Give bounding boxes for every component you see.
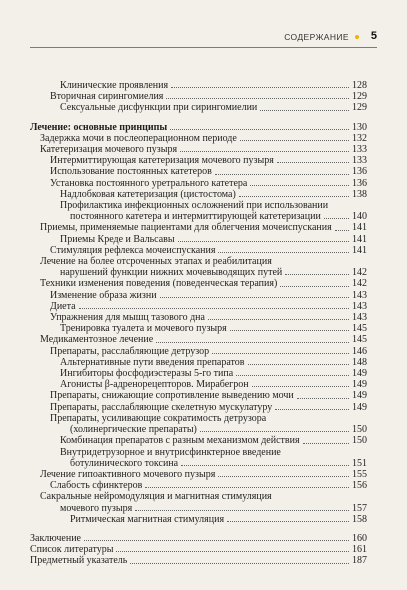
dot-leader [200,431,349,432]
toc-entry[interactable] [30,234,367,245]
toc-entry-page: 141 [352,222,367,234]
dot-leader [260,110,349,111]
toc-entry-title: Приемы Креде и Вальсавы [60,233,175,245]
toc-entry[interactable] [30,379,367,390]
toc-entry-page: 136 [352,166,367,178]
toc-gap [30,114,367,122]
toc-entry[interactable] [30,435,367,446]
toc-entry-title: Препараты, снижающие сопротивление выведению мочи [50,390,294,402]
toc-entry-page: 158 [352,513,367,525]
toc-entry-page: 142 [352,267,367,279]
toc-entry-page: 133 [352,144,367,156]
dot-leader [135,510,349,511]
dot-leader [178,241,349,242]
toc-entry-page: 156 [352,480,367,492]
dot-leader [227,521,349,522]
toc-entry-page: 149 [352,379,367,391]
toc-entry[interactable] [30,458,367,469]
toc-entry[interactable] [30,278,367,289]
toc-entry-page: 157 [352,502,367,514]
toc-entry[interactable] [30,211,367,222]
toc-entry-title: Надлобковая катетеризация (цистостома) [60,188,236,200]
toc-entry-title: Тренировка туалета и мочевого пузыря [60,323,227,335]
dot-leader [240,140,349,141]
toc-entry-title: мочевого пузыря [60,502,133,514]
toc-entry-title: Ритмическая магнитная стимуляция [70,513,225,525]
dot-leader [236,375,349,376]
toc-entry[interactable] [30,200,367,211]
toc-entry-title: Клинические проявления [60,80,169,91]
toc-entry-title: Стимуляция рефлекса мочеиспускания [50,244,216,256]
toc-entry-page: 149 [352,368,367,380]
toc-entry-title: Задержка мочи в послеоперационном периоде [40,132,237,144]
dot-leader [215,174,349,175]
toc-entry-page: 133 [352,155,367,167]
dot-leader [84,540,349,541]
toc-entry-page: 129 [352,102,367,114]
toc-entry-title: Альтернативные пути введения препаратов [60,356,245,368]
toc-entry-title: Лечение гипоактивного мочевого пузыря [40,468,216,480]
toc-entry-page: 150 [352,424,367,436]
toc-entry[interactable] [30,267,367,278]
toc-entry-title: Ингибиторы фосфодиэстеразы 5-го типа [60,368,234,380]
toc-entry-page: 145 [352,334,367,346]
page-number: 5 [370,30,377,42]
toc-entry-page: 143 [352,300,367,312]
toc-entry[interactable] [30,503,367,514]
toc-entry-page: 149 [352,401,367,413]
bullet-icon [355,35,359,39]
toc-entry[interactable] [30,189,367,200]
toc-entry-title: Препараты, усиливающие сократимость детрузора [50,412,267,424]
toc-entry-page: 143 [352,312,367,324]
dot-leader [239,196,349,197]
toc-entry[interactable] [30,357,367,368]
dot-leader [181,465,349,466]
dot-leader [280,286,349,287]
toc-entry[interactable] [30,133,367,144]
toc-entry-title: Комбинация препаратов с разным механизмом действия [60,435,300,447]
toc-entry-title: Диета [50,300,76,312]
dot-leader [170,129,349,130]
toc-entry-page: 130 [352,121,367,133]
toc-entry[interactable] [30,402,367,413]
toc-gap [30,525,367,533]
toc-entry-title: Приемы, применяемые пациентами для облегчения мочеиспускания [40,222,332,234]
toc-entry-title: Вторичная сирингомиелия [50,91,164,103]
toc-entry[interactable] [30,222,367,233]
dot-leader [303,443,349,444]
dot-leader [324,218,349,219]
toc-entry[interactable] [30,122,367,133]
toc-entry-page: 128 [352,80,367,91]
toc-entry[interactable] [30,390,367,401]
toc-entry-title: Список литературы [30,544,114,556]
toc-entry-title: нарушений функции нижних мочевыводящих путей [60,267,283,279]
toc-entry-page: 132 [352,132,367,144]
toc-entry-title: Интермиттирующая катетеризация мочевого пузыря [50,155,274,167]
toc-entry[interactable] [30,424,367,435]
toc-entry[interactable] [30,413,367,424]
dot-leader [180,151,349,152]
dot-leader [160,297,349,298]
toc-entry-page: 145 [352,323,367,335]
dot-leader [252,386,349,387]
toc-entry-title: Упражнения для мышц тазового дна [50,312,205,324]
toc-entry[interactable] [30,555,367,566]
dot-leader [156,342,349,343]
toc-entry[interactable] [30,301,367,312]
toc-entry-page: 160 [352,532,367,544]
toc-entry-page: 140 [352,211,367,223]
toc-entry-title: Заключение [30,532,81,544]
toc-entry-title: Использование постоянных катетеров [50,166,212,178]
toc-entry-page: 129 [352,91,367,103]
dot-leader [335,230,349,231]
dot-leader [212,353,349,354]
toc-entry-page: 141 [352,244,367,256]
toc-entry[interactable] [30,102,367,113]
dot-leader [218,252,349,253]
dot-leader [275,409,349,410]
toc-entry-title: Препараты, расслабляющие скелетную мускулатуру [50,401,273,413]
toc-entry[interactable] [30,290,367,301]
dot-leader [116,551,349,552]
toc-entry-page: 142 [352,278,367,290]
toc-entry-page: 146 [352,345,367,357]
toc-entry-title: Лечение на более отсроченных этапах и реабилитация [40,256,272,268]
toc-entry-title: Медикаментозное лечение [40,334,154,346]
toc-entry[interactable] [30,91,367,102]
toc-entry-page: 161 [352,544,367,556]
toc-entry[interactable] [30,533,367,544]
toc-entry-page: 151 [352,457,367,469]
dot-leader [218,476,349,477]
toc-entry-page: 138 [352,188,367,200]
toc-entry-page: 150 [352,435,367,447]
toc-entry-title: Профилактика инфекционных осложнений при использовании [60,200,329,212]
toc-entry-title: Препараты, расслабляющие детрузор [50,345,210,357]
toc-entry-title: постоянного катетера и интермиттирующей катетеризации [70,211,321,223]
toc-entry-page: 187 [352,555,367,567]
toc-entry[interactable] [30,544,367,555]
dot-leader [297,398,349,399]
toc-entry[interactable] [30,480,367,491]
toc-entry[interactable] [30,334,367,345]
dot-leader [250,185,349,186]
toc-entry[interactable] [30,245,367,256]
toc-entry[interactable] [30,178,367,189]
toc-entry-title: Лечение: основные принципы [30,121,168,133]
toc-entry-title: Техники изменения поведения (поведенческая терапия) [40,278,278,290]
toc-entry-page: 149 [352,390,367,402]
dot-leader [130,563,349,564]
dot-leader [248,364,350,365]
dot-leader [145,487,349,488]
running-header [30,30,377,48]
toc-entry[interactable] [30,469,367,480]
dot-leader [171,87,349,88]
toc-entry-title: Сакральные нейромодуляция и магнитная стимуляция [40,491,272,503]
toc-entry-page: 143 [352,289,367,301]
dot-leader [208,319,349,320]
toc-entry[interactable] [30,447,367,458]
toc-entry[interactable] [30,80,367,91]
toc-entry[interactable] [30,368,367,379]
toc-entry-title: Установка постоянного уретрального катетера [50,177,248,189]
toc-entry-title: Агонисты β-адренорецепторов. Мирабегрон [60,379,249,391]
dot-leader [166,98,349,99]
toc-entry-title: Изменение образа жизни [50,289,157,301]
toc-entry[interactable] [30,346,367,357]
toc-entry-page: 155 [352,468,367,480]
toc-entry-page: 141 [352,233,367,245]
table-of-contents [30,80,367,567]
toc-entry[interactable] [30,323,367,334]
toc-entry-title: Внутридетрузорное и внутрисфинктерное введение [60,446,281,458]
toc-entry-title: Сексуальные дисфункции при сирингомиелии [60,102,258,114]
toc-entry[interactable] [30,166,367,177]
toc-entry-title: Катетеризация мочевого пузыря [40,144,178,156]
toc-entry-page: 148 [352,356,367,368]
toc-entry-title: (холинергические препараты) [70,424,197,436]
header-title: СОДЕРЖАНИЕ [284,32,349,42]
toc-entry[interactable] [30,312,367,323]
dot-leader [285,274,349,275]
toc-entry[interactable] [30,256,367,267]
toc-entry-title: ботулинического токсина [70,457,179,469]
dot-leader [277,162,349,163]
toc-entry[interactable] [30,514,367,525]
dot-leader [79,308,349,309]
toc-entry[interactable] [30,491,367,502]
toc-entry-title: Слабость сфинктеров [50,480,143,492]
toc-entry[interactable] [30,155,367,166]
dot-leader [230,330,349,331]
toc-entry-page: 136 [352,177,367,189]
toc-entry-title: Предметный указатель [30,555,128,567]
toc-entry[interactable] [30,144,367,155]
